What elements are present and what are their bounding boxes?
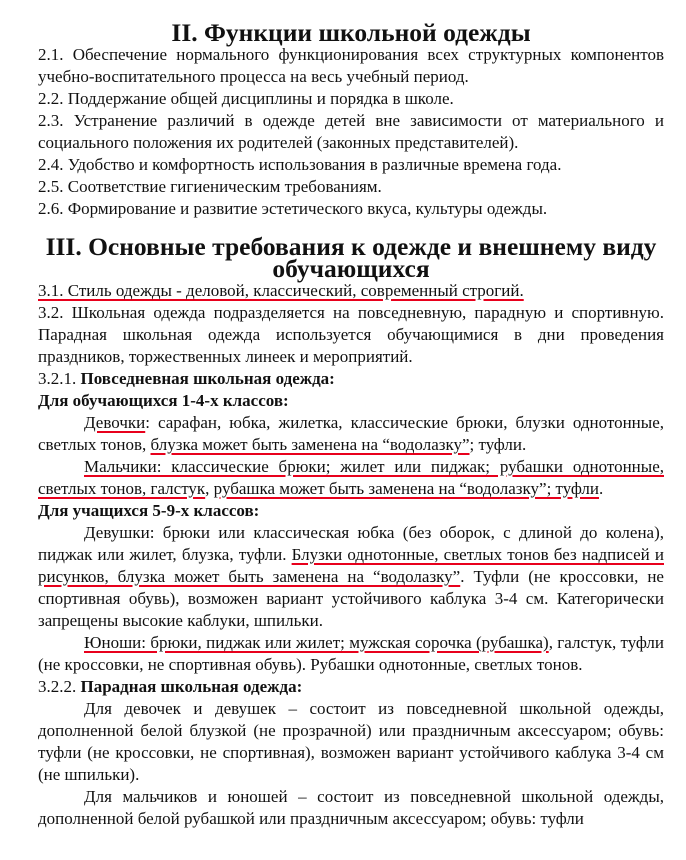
- item-3-2-2-title: Парадная школьная одежда:: [80, 677, 303, 696]
- girls-5-9-b: Блузки однотонные, светлых тонов без надписей и рисунков, блузка может быть заменена на “водолазку”: [38, 545, 664, 586]
- item-2-4: 2.4. Удобство и комфортность использования в различные времена года.: [38, 155, 562, 174]
- girls-text-a: : сарафан, юбка, жилетка, классические брюки, блузки однотонные, светлых тонов,: [38, 413, 664, 454]
- boys-text-a: Мальчики: классические брюки; жилет или пиджак; рубашки однотонные, светлых тонов, галстук: [38, 457, 664, 498]
- item-3-1-text: 3.1. Стиль одежды - деловой, классический, современный строгий.: [38, 281, 524, 300]
- section-2: [38, 18, 664, 220]
- item-2-1: 2.1. Обеспечение нормального функционирования всех структурных компонентов учебно-воспитательного процесса на весь учебный период.: [38, 45, 664, 86]
- girls-text-c: ; туфли.: [469, 435, 527, 454]
- item-3-2-2-number: 3.2.2.: [38, 677, 77, 696]
- boys-5-9-b: , галстук, туфли (не кроссовки, не спортивная обувь). Рубашки однотонные, светлых тонов.: [38, 633, 664, 674]
- item-3-2: 3.2. Школьная одежда подразделяется на повседневную, парадную и спортивную. Парадная школьная одежда используется обучающимися в дни проведения праздников, торжественных линеек и мероприятий.: [38, 303, 664, 366]
- item-2-2: 2.2. Поддержание общей дисциплины и порядка в школе.: [38, 89, 454, 108]
- grades-1-4-title: Для обучающихся 1-4-х классов:: [38, 391, 289, 410]
- item-3-2-1-title: Повседневная школьная одежда:: [80, 369, 335, 388]
- item-3-2-1: [38, 368, 664, 390]
- item-2-6: 2.6. Формирование и развитие эстетического вкуса, культуры одежды.: [38, 199, 548, 218]
- item-3-2-1-number: 3.2.1.: [38, 369, 77, 388]
- girls-1-4: [38, 412, 664, 456]
- section-2-title: II. Функции школьной одежды: [171, 18, 531, 47]
- parade-girls: Для девочек и девушек – состоит из повседневной школьной одежды, дополненной белой блузкой (не прозрачной) или праздничным аксессуаром; обувь: туфли (не кроссовки, не спортивная), возможен вариант устойчивого каблука 3-4 см (не шпильки).: [38, 699, 664, 784]
- girls-label: Девочки: [84, 413, 146, 432]
- boys-text-d: .: [599, 479, 604, 498]
- item-2-5: 2.5. Соответствие гигиеническим требованиям.: [38, 177, 382, 196]
- item-2-3: 2.3. Устранение различий в одежде детей вне зависимости от материального и социального положения их родителей (законных представителей).: [38, 111, 664, 152]
- boys-5-9-a: Юноши: брюки, пиджак или жилет; мужская сорочка (рубашка): [84, 633, 549, 652]
- item-3-2-2: [38, 676, 664, 698]
- girls-text-b: блузка может быть заменена на “водолазку”: [150, 435, 470, 454]
- parade-boys: Для мальчиков и юношей – состоит из повседневной школьной одежды, дополненной белой рубашкой или праздничным аксессуаром; обувь: туфли: [38, 787, 664, 828]
- section-3-title: III. Основные требования к одежде и внешнему виду обучающихся: [45, 232, 657, 283]
- boys-5-9: [38, 632, 664, 676]
- girls-5-9-a: Девушки: брюки или классическая юбка (без оборок, с длиной до колена), пиджак или жилет, блузка, туфли.: [38, 523, 664, 564]
- item-3-1: [38, 280, 664, 302]
- boys-text-c: рубашка может быть заменена на “водолазку”; туфли: [213, 479, 600, 498]
- boys-1-4: [38, 456, 664, 500]
- section-3: [38, 232, 664, 830]
- boys-text-b: ,: [205, 479, 214, 498]
- girls-5-9-c: . Туфли (не кроссовки, не спортивная обувь), возможен вариант устойчивого каблука 3-4 см. Категорически запрещены высокие каблуки, шпильки.: [38, 567, 664, 630]
- girls-5-9: [38, 522, 664, 632]
- grades-5-9-title: Для учащихся 5-9-х классов:: [38, 501, 260, 520]
